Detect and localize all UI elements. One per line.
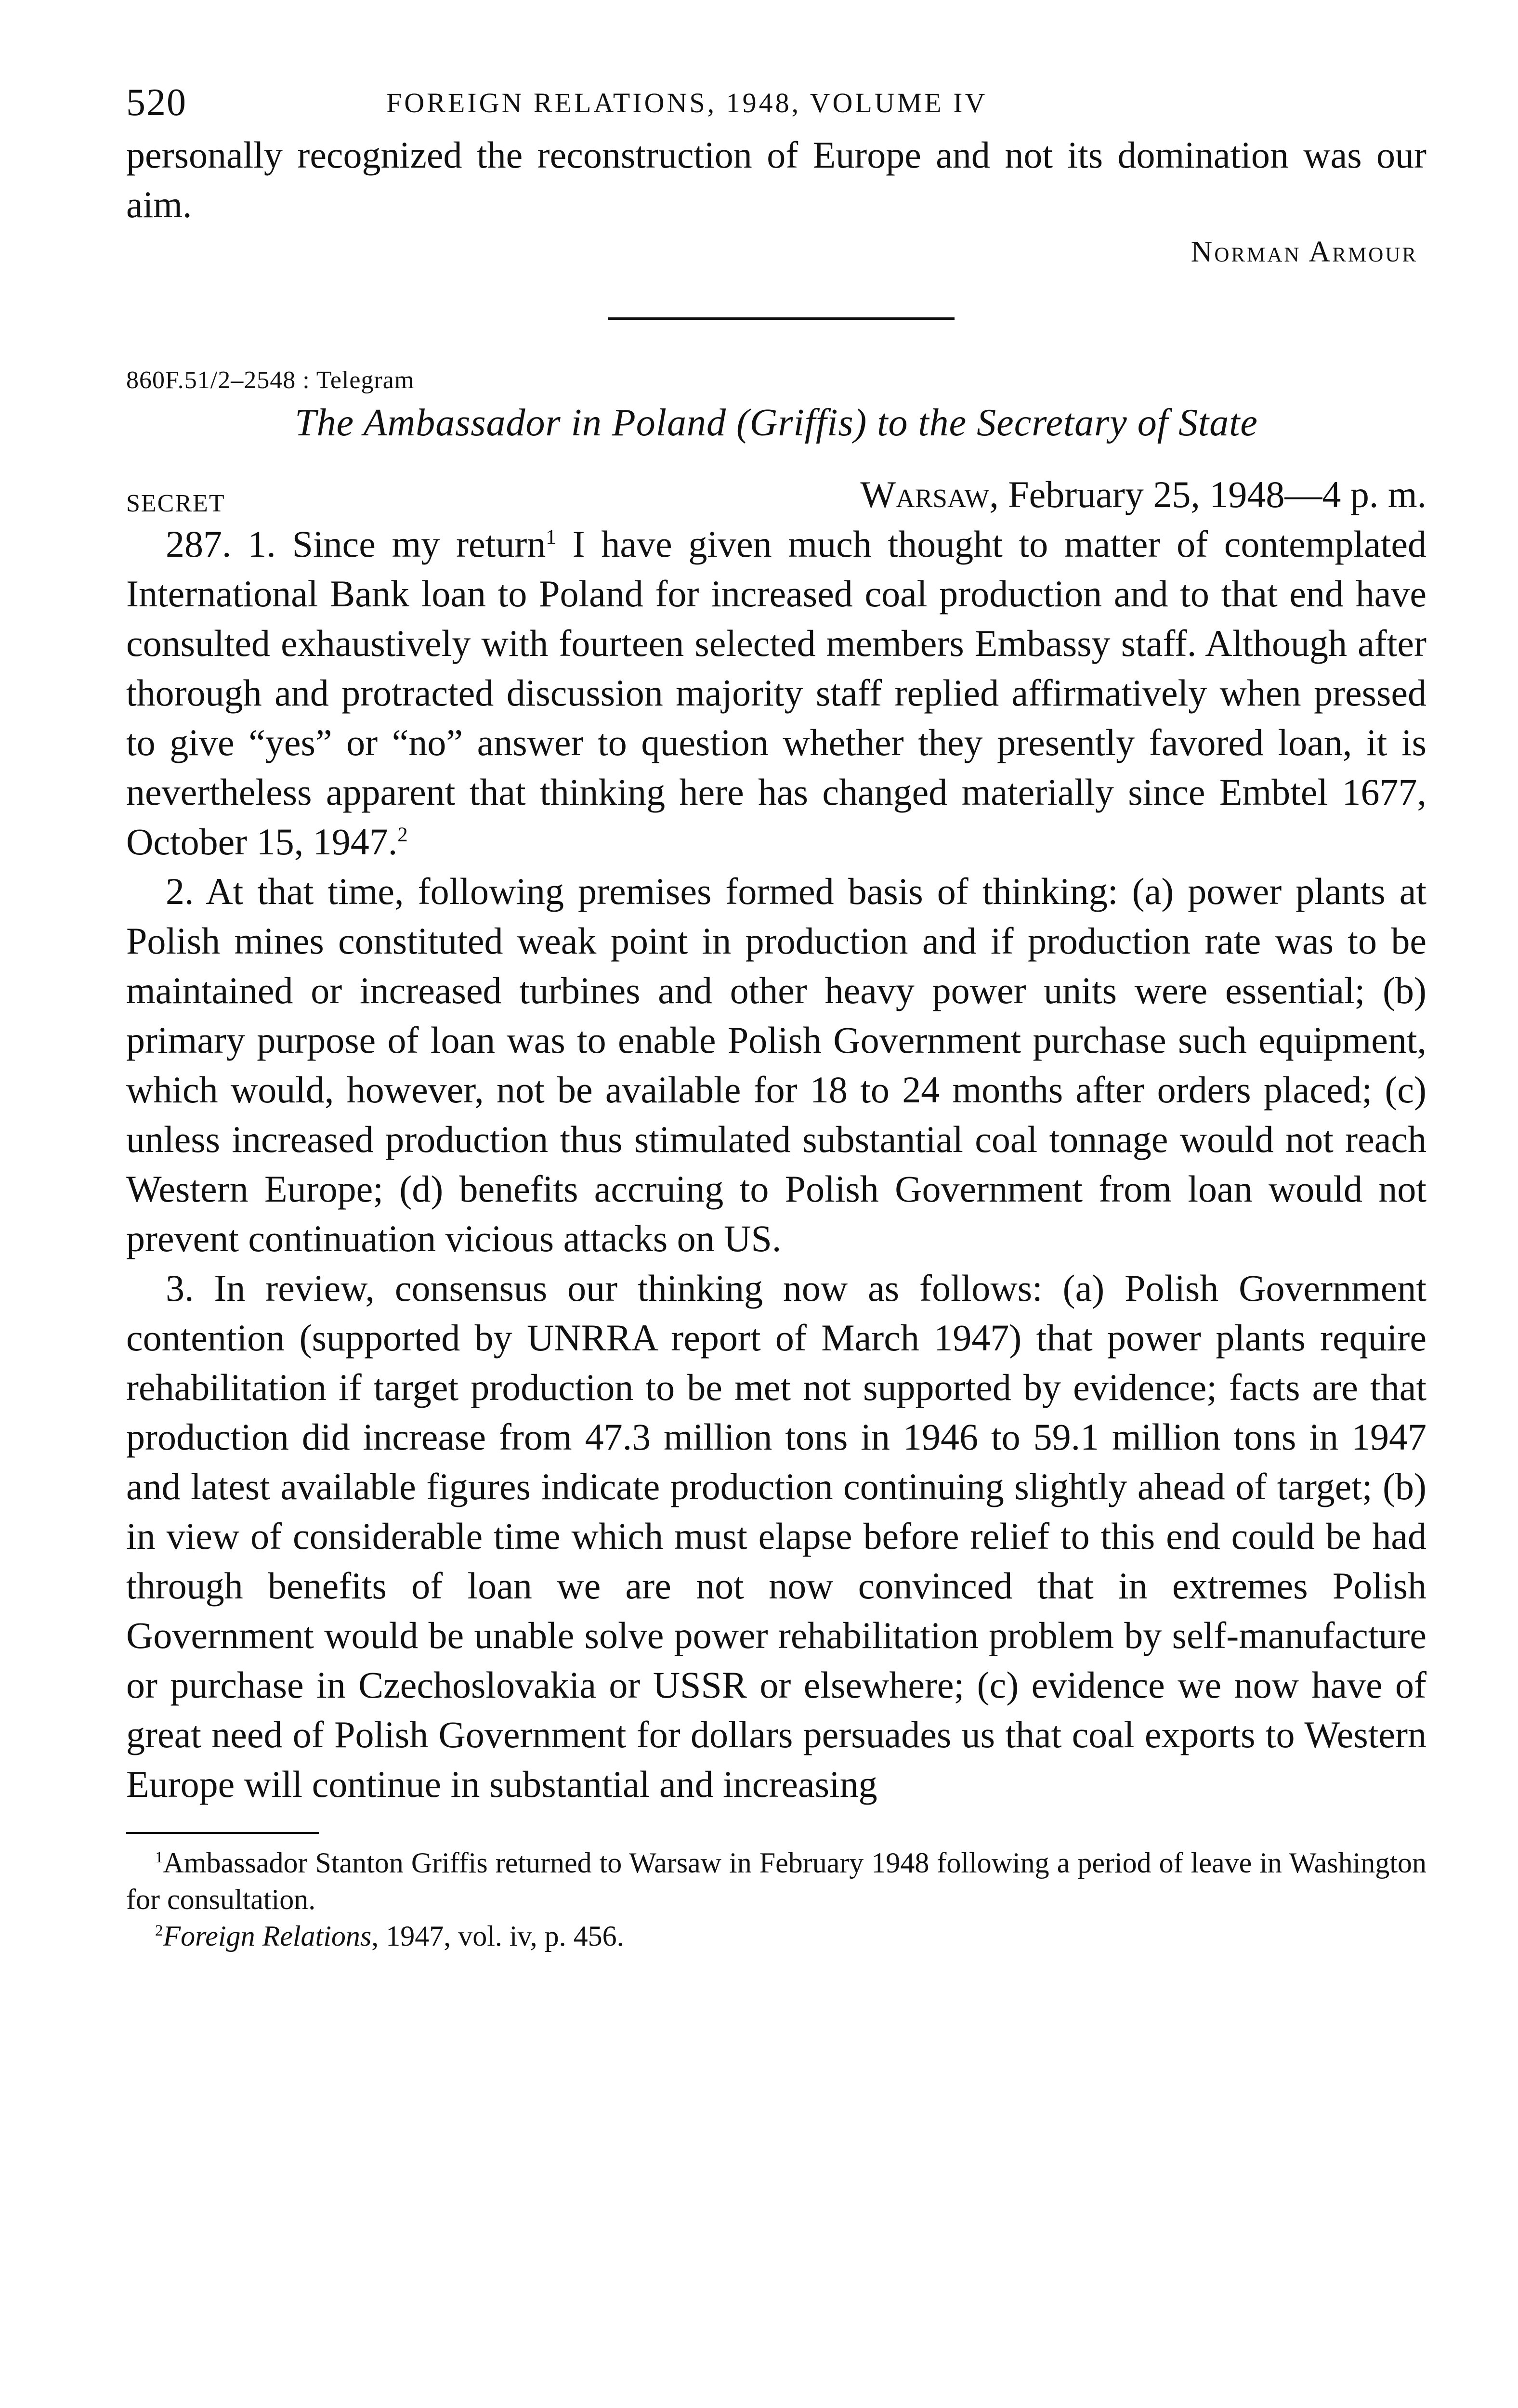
page-number: 520 — [126, 81, 187, 124]
classification-label: SECRET — [126, 490, 225, 517]
document-page — [126, 72, 1426, 1954]
file-reference: 860F.51/2–2548 : Telegram — [126, 366, 415, 394]
paragraph-1 — [126, 519, 1426, 866]
document-heading: The Ambassador in Poland (Griffis) to the Secretary of State — [295, 402, 1258, 444]
footnote-1-marker: 1 — [155, 1849, 163, 1866]
signature: Norman Armour — [1191, 236, 1418, 268]
footnote-2 — [126, 1918, 1426, 1954]
footnote-2-marker: 2 — [155, 1922, 163, 1939]
closing-paragraph: personally recognized the reconstruction of Europe and not its domination was our aim. — [126, 134, 1426, 225]
dateline — [860, 473, 1426, 516]
previous-document-closing — [126, 130, 1426, 277]
footnote-1-text: Ambassador Stanton Griffis returned to Warsaw in February 1948 following a period of leave in Washington for consultation. — [126, 1847, 1426, 1915]
footnote-2-title: Foreign Relations — [163, 1920, 372, 1952]
running-head — [126, 72, 1426, 130]
dateline-place: Warsaw — [860, 473, 990, 515]
telegram-body — [126, 519, 1426, 1809]
paragraph-3: 3. In review, consensus our thinking now as follows: (a) Polish Government contention (supported by UNRRA report of March 1947) that power plants require rehabilitation if target production to be met not supported by evidence; facts are that production did increase from 47.3 million tons in 1946 to 59.1 million tons in 1947 and latest available figures indicate production continuing slightly ahead of target; (b) in view of considerable time which must elapse before relief to this end could be had through benefits of loan we are not now convinced that in extremes Polish Government would be unable solve power rehabilitation problem by self-manufacture or purchase in Czechoslovakia or USSR or elsewhere; (c) evidence we now have of great need of Polish Government for dollars persuades us that coal exports to Western Europe will continue in substantial and increasing — [126, 1267, 1426, 1805]
section-divider — [608, 317, 955, 320]
paragraph-1-start: 287. 1. Since my return — [166, 523, 546, 565]
paragraph-1-rest: I have given much thought to matter of contemplated International Bank loan to Poland for increased coal production and to that end have consulted exhaustively with fourteen selected members Embassy staff. Although after thorough and protracted discussion majority staff replied affirmatively when pressed to give “yes” or “no” answer to question whether they presently favored loan, it is nevertheless apparent that thinking here has changed materially since Embtel 1677, October 15, 1947. — [126, 523, 1426, 863]
telegram-document — [126, 366, 1426, 1809]
footnotes — [126, 1845, 1426, 1954]
footnote-ref-1[interactable]: 1 — [546, 526, 556, 549]
running-title: FOREIGN RELATIONS, 1948, VOLUME IV — [386, 87, 988, 118]
dateline-row — [126, 471, 1426, 519]
footnote-ref-2[interactable]: 2 — [397, 824, 408, 846]
footnote-divider — [126, 1832, 319, 1834]
dateline-date: , February 25, 1948—4 p. m. — [989, 473, 1426, 515]
footnote-1 — [126, 1845, 1426, 1918]
paragraph-2: 2. At that time, following premises formed basis of thinking: (a) power plants at Polish mines constituted weak point in production and if production rate was to be maintained or increased turbines and other heavy power units were essential; (b) primary purpose of loan was to enable Polish Government purchase such equipment, which would, however, not be available for 18 to 24 months after orders placed; (c) unless increased production thus stimulated substantial coal tonnage would not reach Western Europe; (d) benefits accruing to Polish Government from loan would not prevent continuation vicious attacks on US. — [126, 870, 1426, 1259]
footnote-2-citation: , 1947, vol. iv, p. 456. — [371, 1920, 624, 1952]
